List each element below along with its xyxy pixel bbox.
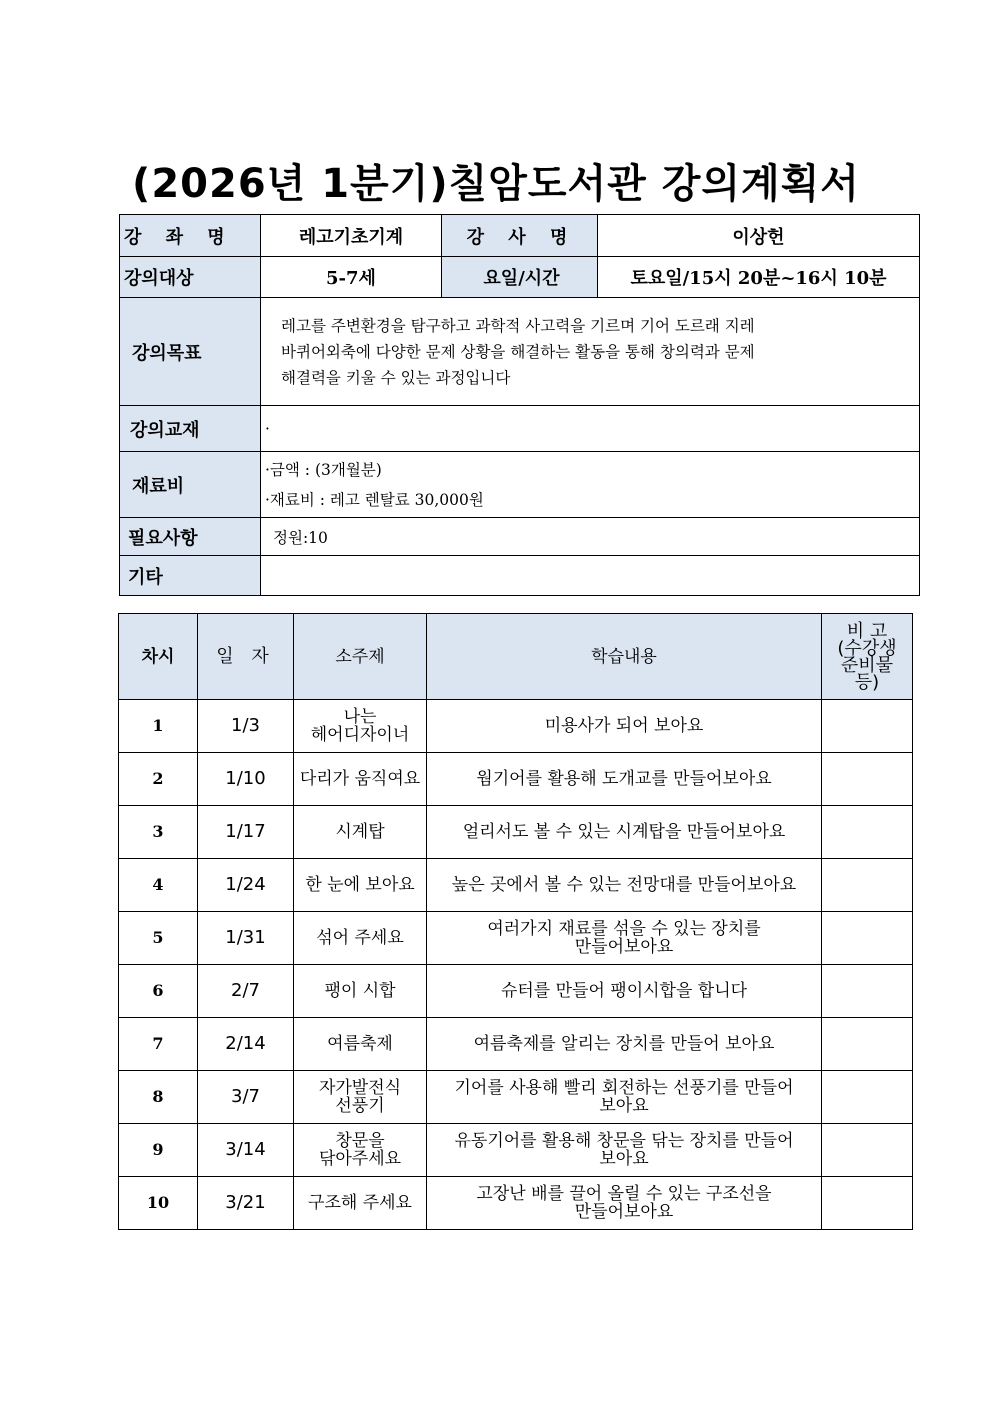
content-line: 기어를 사용해 빨리 회전하는 선풍기를 만들어	[454, 1078, 794, 1098]
session-cell: 3	[119, 806, 198, 859]
content-cell	[427, 700, 822, 753]
course-row	[120, 215, 920, 257]
content-line: 슈터를 만들어 팽이시합을 합니다	[500, 981, 748, 1001]
content-cell	[427, 1177, 822, 1230]
date-header: 일 자	[198, 614, 294, 700]
subtopic-line: 팽이 시합	[324, 981, 396, 1001]
session-cell: 6	[119, 965, 198, 1018]
note-cell	[822, 965, 913, 1018]
content-line: 만들어보아요	[574, 1202, 674, 1222]
schedule-row	[119, 1124, 913, 1177]
schedule-row	[119, 965, 913, 1018]
schedule-row	[119, 912, 913, 965]
time-value: 토요일/15시 20분~16시 10분	[598, 257, 920, 298]
content-line: 고장난 배를 끌어 올릴 수 있는 구조선을	[476, 1184, 772, 1204]
note-header	[822, 614, 913, 700]
page-title: (2026년 1분기)칠암도서관 강의계획서	[132, 161, 860, 207]
subtopic-line: 다리가 움직여요	[299, 769, 421, 789]
subtopic-cell	[294, 700, 427, 753]
goal-label: 강의목표	[120, 298, 261, 406]
session-cell: 5	[119, 912, 198, 965]
note-header-line: 등)	[854, 671, 880, 693]
subtopic-cell	[294, 1124, 427, 1177]
schedule-row	[119, 700, 913, 753]
content-cell	[427, 859, 822, 912]
session-cell: 8	[119, 1071, 198, 1124]
date-cell: 1/3	[198, 700, 294, 753]
subtopic-line: 시계탑	[335, 822, 385, 842]
date-cell: 2/14	[198, 1018, 294, 1071]
instructor-label: 강 사 명	[442, 215, 598, 257]
note-cell	[822, 806, 913, 859]
required-value: 정원:10	[261, 518, 920, 556]
subtopic-line: 자가발전식	[318, 1078, 402, 1098]
session-cell: 4	[119, 859, 198, 912]
note-cell	[822, 700, 913, 753]
content-line: 보아요	[599, 1096, 649, 1116]
note-cell	[822, 1018, 913, 1071]
subtopic-line: 여름축제	[327, 1034, 393, 1054]
content-header: 학습내용	[427, 614, 822, 700]
subtopic-line: 한 눈에 보아요	[305, 875, 415, 895]
schedule-table	[118, 613, 913, 1230]
content-line: 여러가지 재료를 섞을 수 있는 장치를	[487, 919, 761, 939]
target-value: 5-7세	[261, 257, 442, 298]
subtopic-cell	[294, 1018, 427, 1071]
content-line: 높은 곳에서 볼 수 있는 전망대를 만들어보아요	[451, 875, 797, 895]
schedule-body	[119, 700, 913, 1230]
subtopic-line: 섞어 주세요	[316, 928, 404, 948]
note-cell	[822, 1177, 913, 1230]
schedule-row	[119, 806, 913, 859]
content-line: 미용사가 되어 보아요	[544, 716, 704, 736]
content-cell	[427, 753, 822, 806]
date-cell: 3/7	[198, 1071, 294, 1124]
instructor-value: 이상헌	[598, 215, 920, 257]
date-cell: 1/24	[198, 859, 294, 912]
subtopic-line: 나는	[343, 707, 377, 727]
goal-line: 해결력을 키울 수 있는 과정입니다	[281, 368, 511, 387]
content-line: 얼리서도 볼 수 있는 시계탑을 만들어보아요	[462, 822, 786, 842]
content-line: 보아요	[599, 1149, 649, 1169]
goal-line: 레고를 주변환경을 탐구하고 과학적 사고력을 기르며 기어 도르래 지레	[281, 316, 755, 335]
content-cell	[427, 912, 822, 965]
session-cell: 9	[119, 1124, 198, 1177]
schedule-row	[119, 753, 913, 806]
note-cell	[822, 859, 913, 912]
other-label: 기타	[120, 556, 261, 596]
content-cell	[427, 1018, 822, 1071]
schedule-row	[119, 1177, 913, 1230]
session-cell: 10	[119, 1177, 198, 1230]
time-label: 요일/시간	[442, 257, 598, 298]
session-cell: 2	[119, 753, 198, 806]
schedule-row	[119, 1018, 913, 1071]
content-cell	[427, 965, 822, 1018]
note-cell	[822, 912, 913, 965]
subtopic-line: 구조해 주세요	[308, 1193, 412, 1213]
target-label: 강의대상	[120, 257, 261, 298]
course-label: 강 좌 명	[120, 215, 261, 257]
content-cell	[427, 1124, 822, 1177]
note-cell	[822, 1071, 913, 1124]
subtopic-cell	[294, 806, 427, 859]
session-cell: 7	[119, 1018, 198, 1071]
textbook-label: 강의교재	[120, 406, 261, 452]
content-cell	[427, 806, 822, 859]
required-label: 필요사항	[120, 518, 261, 556]
date-cell: 1/17	[198, 806, 294, 859]
subtopic-cell	[294, 753, 427, 806]
content-cell	[427, 1071, 822, 1124]
session-header: 차시	[119, 614, 198, 700]
content-line: 여름축제를 알리는 장치를 만들어 보아요	[473, 1034, 775, 1054]
required-row	[120, 518, 920, 556]
date-cell: 1/31	[198, 912, 294, 965]
fee-line: ·재료비 : 레고 렌탈료 30,000원	[265, 490, 484, 509]
goal-row	[120, 298, 920, 406]
subtopic-line: 닦아주세요	[318, 1149, 402, 1169]
subtopic-cell	[294, 1071, 427, 1124]
fee-text	[261, 452, 920, 518]
subtopic-line: 선풍기	[335, 1096, 385, 1116]
date-cell: 3/14	[198, 1124, 294, 1177]
note-cell	[822, 1124, 913, 1177]
subtopic-cell	[294, 1177, 427, 1230]
textbook-value: ·	[261, 406, 920, 452]
goal-text	[261, 298, 920, 406]
subtopic-cell	[294, 859, 427, 912]
note-header-line: (수강생	[837, 637, 897, 659]
content-line: 만들어보아요	[574, 937, 674, 957]
session-cell: 1	[119, 700, 198, 753]
other-row	[120, 556, 920, 596]
other-value	[261, 556, 920, 596]
note-header-line: 비 고	[846, 620, 888, 642]
content-line: 유동기어를 활용해 창문을 닦는 장치를 만들어	[454, 1131, 794, 1151]
fee-line: ·금액 : (3개월분)	[265, 460, 382, 479]
schedule-row	[119, 859, 913, 912]
schedule-header-row	[119, 614, 913, 700]
course-value: 레고기초기계	[261, 215, 442, 257]
content-line: 웜기어를 활용해 도개교를 만들어보아요	[476, 769, 772, 789]
textbook-row	[120, 406, 920, 452]
note-header-line: 준비물	[840, 654, 894, 676]
subtopic-cell	[294, 965, 427, 1018]
date-cell: 3/21	[198, 1177, 294, 1230]
subtopic-header: 소주제	[294, 614, 427, 700]
goal-line: 바퀴어외축에 다양한 문제 상황을 해결하는 활동을 통해 창의력과 문제	[281, 342, 755, 361]
schedule-row	[119, 1071, 913, 1124]
date-cell: 2/7	[198, 965, 294, 1018]
note-cell	[822, 753, 913, 806]
subtopic-line: 창문을	[335, 1131, 385, 1151]
subtopic-line: 헤어디자이너	[310, 725, 410, 745]
fee-label: 재료비	[120, 452, 261, 518]
fee-row	[120, 452, 920, 518]
course-info-table	[119, 214, 920, 596]
target-row	[120, 257, 920, 298]
subtopic-cell	[294, 912, 427, 965]
date-cell: 1/10	[198, 753, 294, 806]
